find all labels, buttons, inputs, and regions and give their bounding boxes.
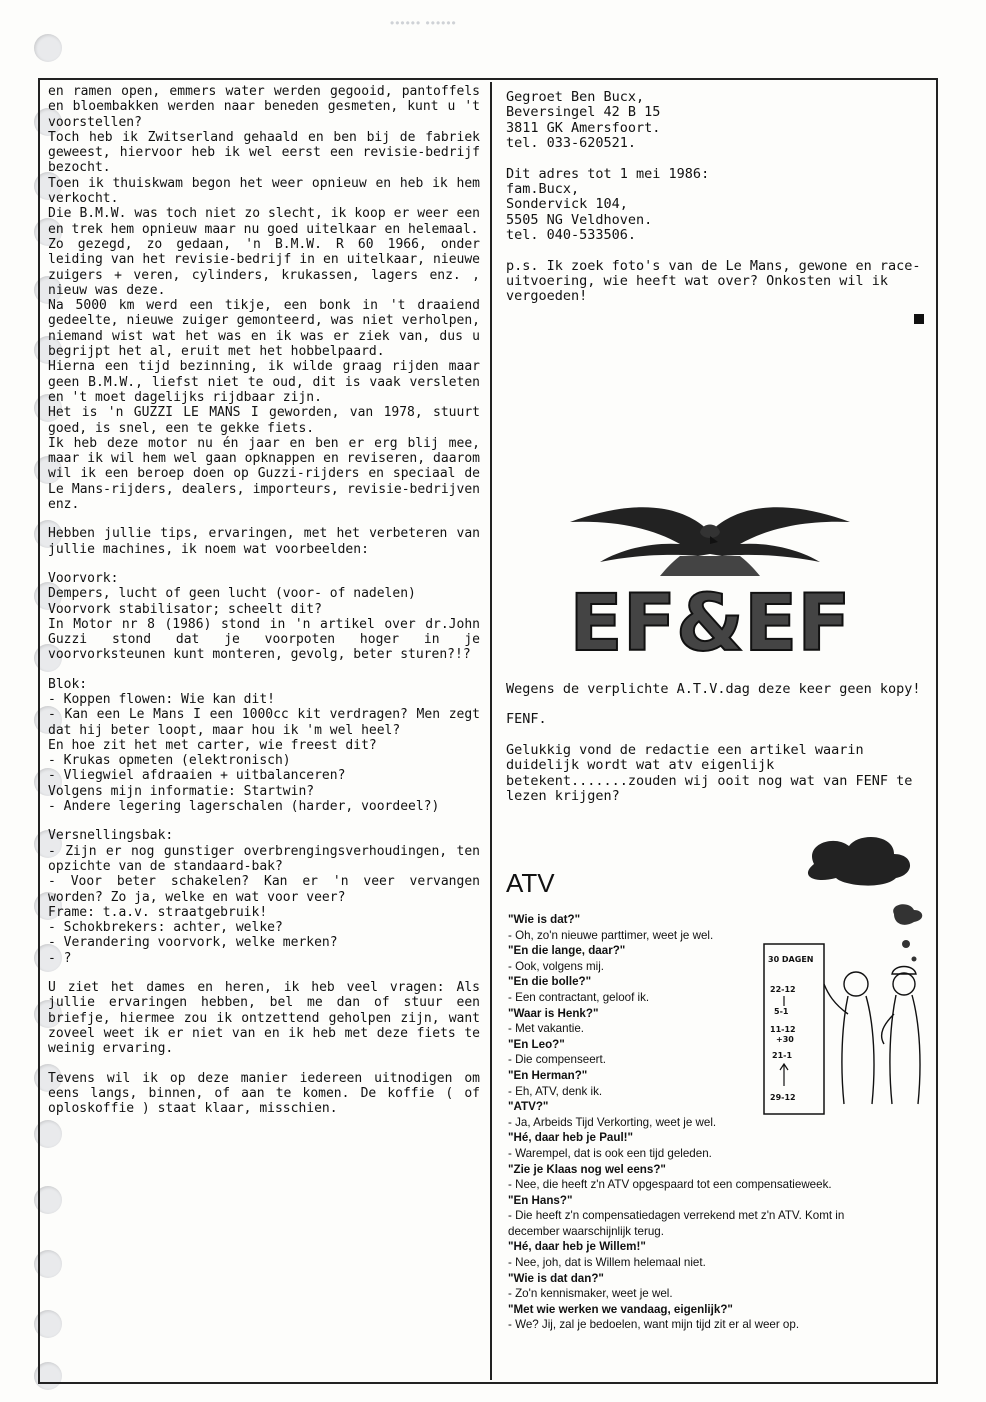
list-item: - ? [48,950,72,966]
paragraph: Hierna een tijd bezinning, ik wilde graag rijden maar geen B.M.W., liefst niet te oud, dit is vaak versleten en 't moet dagelijks rijdbaar zijn. [48,359,480,405]
bleed-through-mark: •••••• •••••• [390,16,457,30]
dialogue-answer: - Nee, joh, dat is Willem helemaal niet. [508,1256,706,1270]
list-item: - Schokbrekers: achter, welke? [48,920,283,936]
column-divider [490,82,492,1380]
paragraph: Ik heb deze motor nu én jaar en ben er erg blij mee, maar ik wil hem wel gaan opknappen en reviseren, daarom wil ik een beroep doen op Guzzi-rijders en speciaal de Le Mans-rijders, dealers, importeurs, revisie-bedrijven enz. [48,435,480,513]
dialogue-question: "En die lange, daar?" [508,944,626,958]
eagle-icon [570,507,850,576]
dialogue-answer: - Ja, Arbeids Tijd Verkorting, weet je wel. [508,1115,717,1129]
signature-address: Gegroet Ben Bucx, Beversingel 42 B 15 3811 GK Amersfoort. tel. 033-620521. [506,89,661,152]
list-item: - Vliegwiel afdraaien + uitbalanceren? [48,768,346,784]
paragraph: en ramen open, emmers water werden gegooid, pantoffels en bloembakken werden naar beneden gesmeten, kunt u 't voorstellen? [48,84,480,130]
dialogue-answer: - Die compenseert. [508,1053,606,1067]
notice-paragraph: Gelukkig vond de redactie een artikel waarin duidelijk wordt wat atv eigenlijk betekent.......zouden wij ooit nog wat van FENF te lezen krijgen? [506,741,913,805]
list-item: Dempers, lucht of geen lucht (voor- of nadelen) [48,586,416,602]
paragraph: Toen ik thuiskwam begon het weer opnieuw en heb ik hem verkocht. [48,175,480,207]
temporary-address: Dit adres tot 1 mei 1986: fam.Bucx, Sondervick 104, 5505 NG Veldhoven. tel. 040-533506. [506,165,710,244]
paragraph: Toch heb ik Zwitserland gehaald en ben bij de fabriek geweest, hiervoor heb ik wel eerst een revisie-bedrijf bezocht. [48,129,480,176]
dialogue-answer: - We? Jij, zal je bedoelen, want mijn tijd zit er al weer op. [508,1318,800,1332]
dialogue-question: "Hé, daar heb je Willem!" [508,1240,646,1254]
dialogue-question: "En Leo?" [508,1037,565,1051]
board-date: 5-1 [774,1007,789,1016]
dialogue-answer: - Met vakantie. [508,1022,585,1036]
board-date: +30 [776,1035,794,1044]
left-column-article [48,84,480,1116]
list-item: - Andere legering lagerschalen (harder, voordeel?) [48,799,440,815]
right-column-top [506,90,930,305]
paragraph: Hebben jullie tips, ervaringen, met het verbeteren van jullie machines, ik noem wat voorbeelden: [48,526,480,557]
dialogue-question: "Wie is dat?" [508,913,581,926]
dialogue-question: "Met wie werken we vandaag, eigenlijk?" [508,1302,733,1316]
dialogue-answer: - Oh, zo'n nieuwe parttimer, weet je wel. [508,928,714,942]
section-heading: Blok: [48,676,88,692]
paragraph: Tevens wil ik op deze manier iedereen uitnodigen om eens langs, binnen, of aan te komen. De koffie ( of oploskoffie ) staat klaar, misschien. [48,1070,480,1117]
board-date: 29-12 [770,1093,796,1102]
end-of-article-mark [914,314,924,324]
board-date: 22-12 [770,985,796,994]
dialogue-question: "Zie je Klaas nog wel eens?" [508,1162,666,1176]
dialogue-question: "Hé, daar heb je Paul!" [508,1131,634,1145]
dialogue-answer: - Een contractant, geloof ik. [508,990,650,1004]
list-item: - Krukas opmeten (elektronisch) [48,753,291,769]
notice-signature: FENF. [506,711,547,728]
section-heading: Versnellingsbak: [48,828,174,844]
paragraph: Die B.M.W. was toch niet zo slecht, ik koop er weer een en trek hem opnieuw maar nu goed uitelkaar en helemaal. [48,206,480,237]
dialogue-question: "ATV?" [508,1100,549,1114]
paragraph: U ziet het dames en heren, ik heb veel vragen: Als jullie ervaringen hebben, bel me dan of stuur een briefje, hiermee zou ik ontzettend geholpen zijn, want zoveel weet ik er niet van en ik heb met deze fiets te weinig ervaring. [48,980,480,1057]
list-item: - Voor beter schakelen? Kan er 'n veer vervangen worden? Zo ja, welke en wat voor veer? [48,874,480,905]
dialogue-answer: - Zo'n kennismaker, weet je wel. [508,1287,673,1301]
logo-text: EF&EF [569,579,851,662]
dialogue-answer: - Nee, die heeft z'n ATV opgespaard tot een compensatieweek. [508,1178,832,1192]
atv-dialogue [508,912,928,1333]
dialogue-answer: - Ook, volgens mij. [508,959,604,973]
dialogue-question: "En Herman?" [508,1068,588,1082]
list-item: In Motor nr 8 (1986) stond in 'n artikel over dr.John Guzzi stond dat je voorpoten hoger in je voorvorksteunen kunt monteren, gevolg, beter sturen?!? [48,616,480,663]
atv-title: ATV [506,868,555,898]
dialogue-question: "Wie is dat dan?" [508,1271,604,1285]
list-item: Volgens mijn informatie: Startwin? [48,783,315,799]
section-heading: Frame: t.a.v. straatgebruik! [48,904,268,920]
dialogue-answer: december waarschijnlijk terug. [508,1224,664,1238]
list-item: - Zijn er nog gunstiger overbrengingsverhoudingen, ten opzichte van de standaard-bak? [48,843,480,874]
paragraph: Zo gezegd, zo gedaan, 'n B.M.W. R 60 1966, onder leiding van het revisie-bedrijf in en uitelkaar, nieuwe zuigers + veren, cylinders, krukassen, lagers enz. , nieuw was deze. [48,236,480,298]
paragraph: Het is 'n GUZZI LE MANS I geworden, van 1978, stuurt goed, is snel, een te gekke fiets. [48,405,480,436]
list-item: En hoe zit het met carter, wie freest dit? [48,737,377,753]
board-title: 30 DAGEN [768,955,814,964]
list-item: - Koppen flowen: Wie kan dit! [48,691,275,707]
dialogue-question: "En die bolle?" [508,975,592,989]
punch-hole-icon [34,34,62,62]
board-date: 11-12 [770,1025,796,1034]
dialogue-answer: - Eh, ATV, denk ik. [508,1084,603,1098]
section-heading: Voorvork: [48,570,119,586]
dialogue-question: "En Hans?" [508,1193,573,1207]
paragraph: Na 5000 km werd een tikje, een bonk in 't draaiend gedeelte, nieuwe zuiger gemonteerd, was niet verholpen, niemand wist wat het was en ik was er ziek van, dus u begrijpt het al, eruit met het hobbelpaard. [48,298,480,360]
notice-paragraph: Wegens de verplichte A.T.V.dag deze keer geen kopy! [506,681,921,697]
postscript: p.s. Ik zoek foto's van de Le Mans, gewone en race-uitvoering, wie heeft wat over? Onkosten wil ik vergoeden! [506,257,921,305]
dialogue-answer: - Warempel, dat is ook een tijd geleden. [508,1146,712,1160]
list-item: - Kan een Le Mans I een 1000cc kit verdragen? Men zegt dat hij beter loopt, maar hou ik 'm wel heel? [48,707,480,738]
list-item: Voorvork stabilisator; scheelt dit? [48,601,322,617]
list-item: - Verandering voorvork, welke merken? [48,935,338,951]
dialogue-question: "Waar is Henk?" [508,1006,599,1020]
efef-logo [560,492,860,662]
dialogue-answer: - Die heeft z'n compensatiedagen verrekend met z'n ATV. Komt in [508,1209,845,1223]
board-date: 21-1 [772,1051,793,1060]
right-column-notice [506,682,930,804]
